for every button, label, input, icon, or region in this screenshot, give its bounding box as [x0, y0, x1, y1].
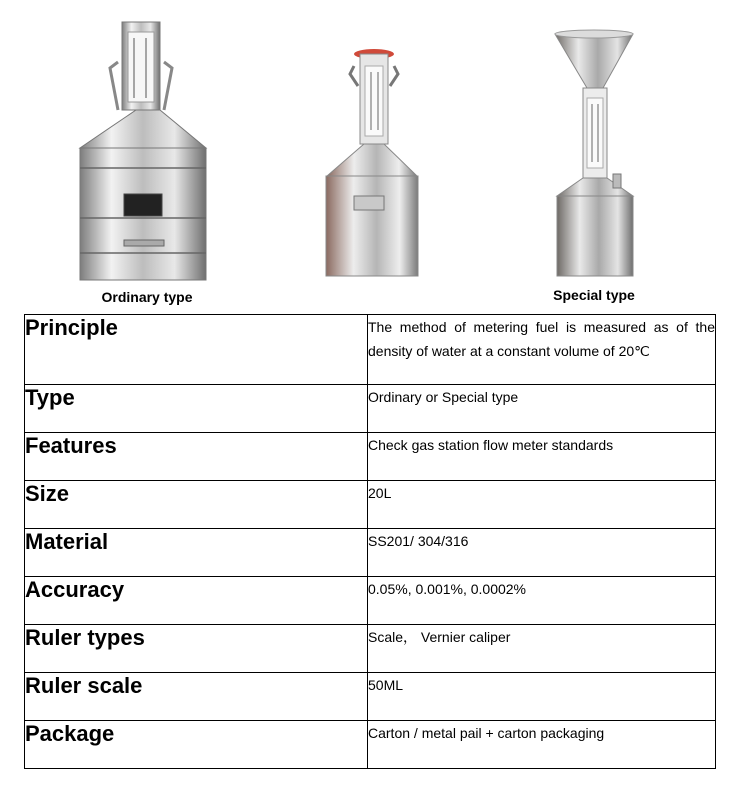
spec-value-material: SS201/ 304/316 [368, 529, 716, 577]
special-type-caption: Special type [553, 287, 635, 303]
special-measure-can-photo [553, 28, 637, 283]
special-type-photo [553, 28, 637, 283]
table-row [25, 721, 716, 769]
spec-label-package: Package [25, 721, 368, 769]
spec-label-size: Size [25, 481, 368, 529]
table-row [25, 529, 716, 577]
spec-value-features: Check gas station flow meter standards [368, 433, 716, 481]
table-row [25, 577, 716, 625]
spec-label-principle: Principle [25, 315, 368, 385]
spec-label-ruler-scale: Ruler scale [25, 673, 368, 721]
ordinary-type-photo [78, 18, 218, 283]
spec-value-size: 20L [368, 481, 716, 529]
measure-can-photo [322, 46, 422, 286]
spec-label-material: Material [25, 529, 368, 577]
table-row [25, 481, 716, 529]
product-photos [0, 0, 750, 310]
spec-label-features: Features [25, 433, 368, 481]
spec-value-ruler-types: Scale， Vernier caliper [368, 625, 716, 673]
spec-value-principle: The method of metering fuel is measured as of the density of water at a constant volume of 20℃ [368, 315, 716, 385]
middle-can-photo [322, 46, 422, 286]
spec-value-accuracy: 0.05%, 0.001%, 0.0002% [368, 577, 716, 625]
specifications-table [24, 314, 716, 769]
spec-value-ruler-scale: 50ML [368, 673, 716, 721]
spec-value-type: Ordinary or Special type [368, 385, 716, 433]
table-row [25, 315, 716, 385]
spec-value-package: Carton / metal pail + carton packaging [368, 721, 716, 769]
table-row [25, 385, 716, 433]
table-row [25, 625, 716, 673]
ordinary-measure-can-photo [78, 18, 218, 283]
spec-label-ruler-types: Ruler types [25, 625, 368, 673]
ordinary-type-caption: Ordinary type [101, 289, 193, 305]
spec-label-type: Type [25, 385, 368, 433]
table-row [25, 433, 716, 481]
spec-label-accuracy: Accuracy [25, 577, 368, 625]
table-row [25, 673, 716, 721]
